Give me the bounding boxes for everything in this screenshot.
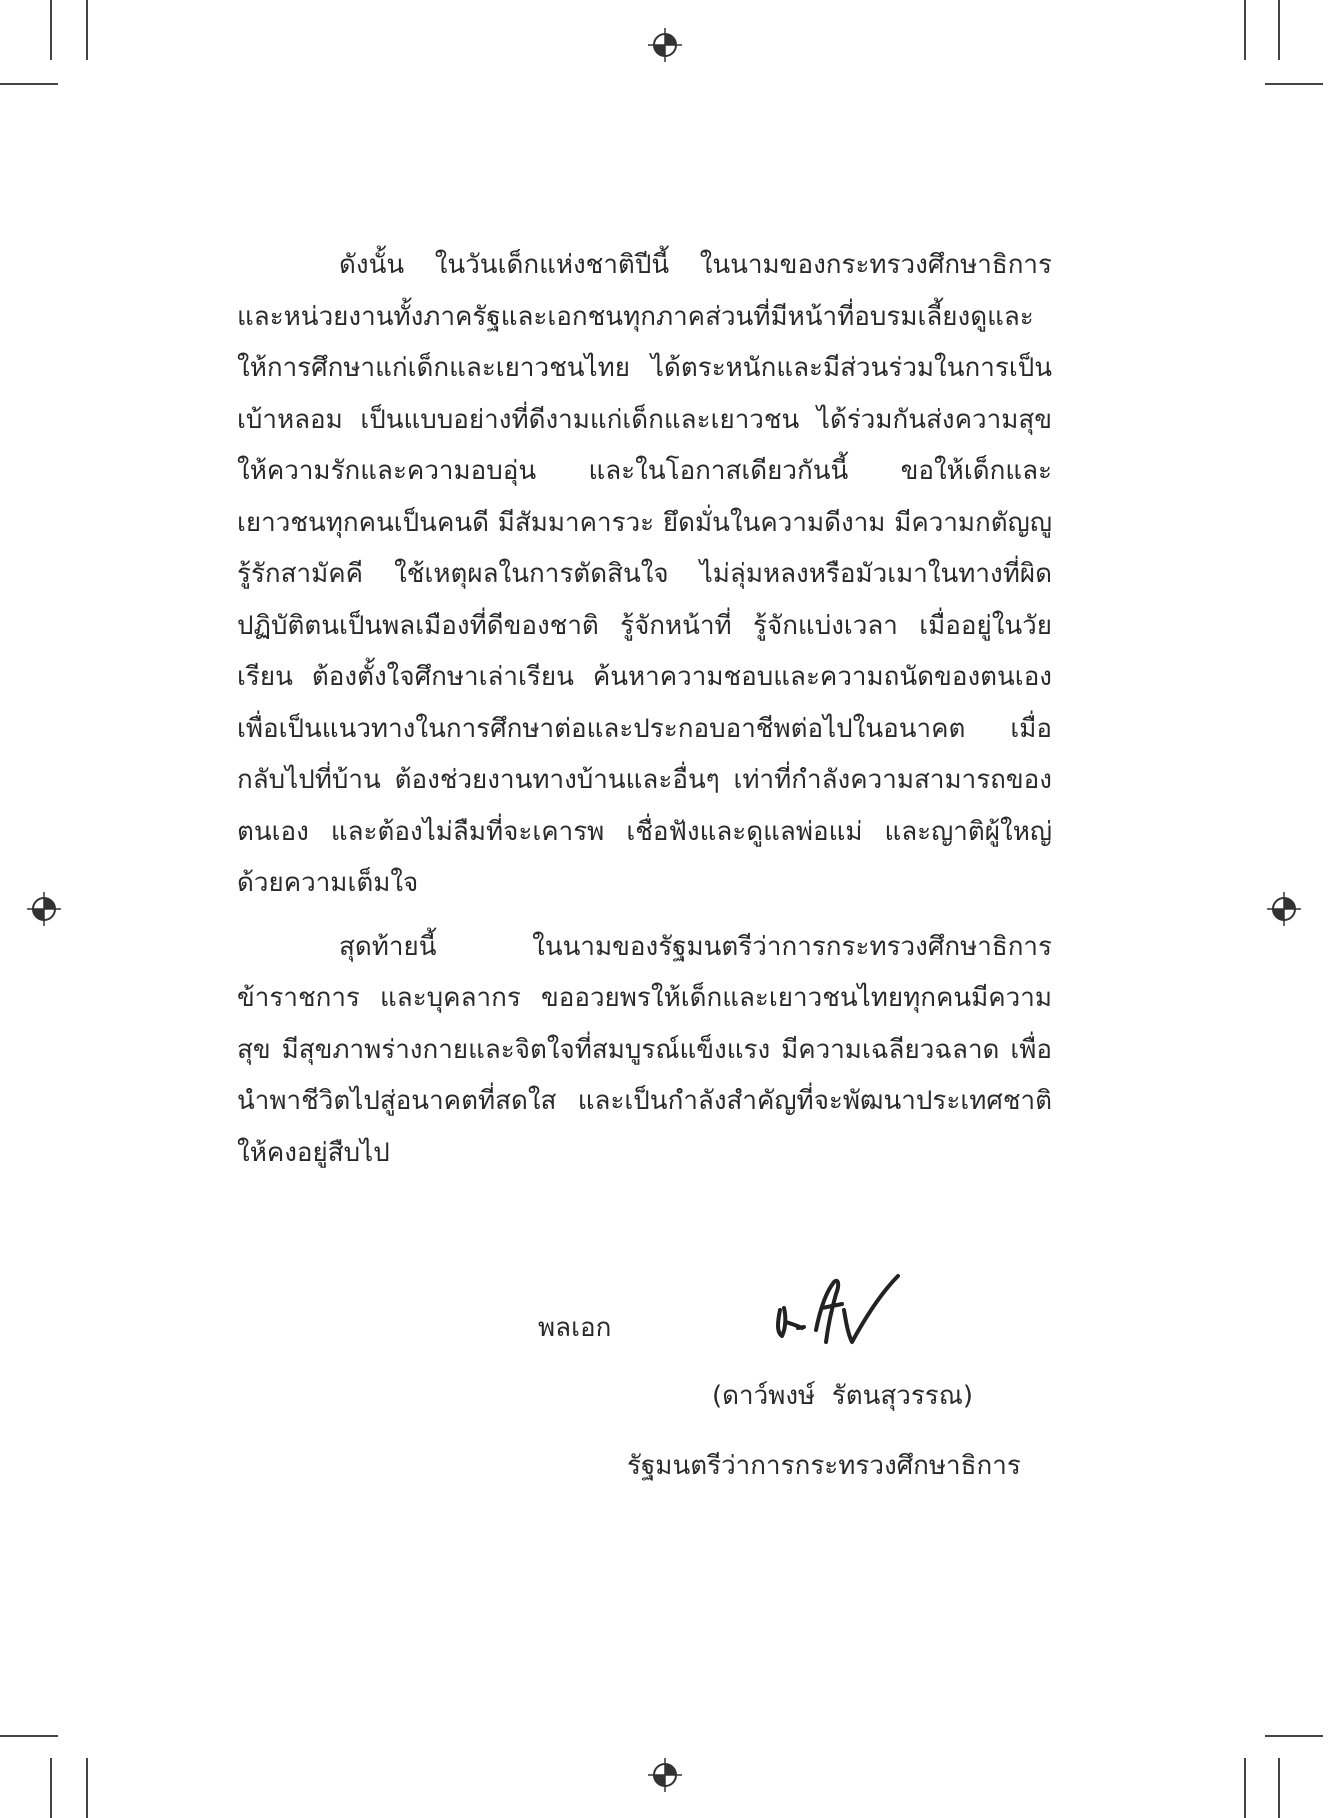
paragraph-text: สุดท้ายนี้ ในนามของรัฐมนตรีว่าการกระทรวงศึกษาธิการ ข้าราชการ และบุคลากร ขออวยพรให้เด็กและเยาวชนไทยทุกคนมีความสุข มีสุขภาพร่างกายและจิตใจที่สมบูรณ์แข็งแรง มีความเฉลียวฉลาด เพื่อนำพาชีวิตไปสู่อนาคตที่สดใส และเป็นกำลังสำคัญที่จะพัฒนาประเทศชาติให้คงอยู่สืบไป [237, 931, 1052, 1168]
crop-mark [0, 83, 58, 85]
crop-mark [1265, 83, 1323, 85]
paragraph [237, 922, 1052, 1180]
registration-mark-icon [27, 892, 61, 926]
crop-mark [1265, 1735, 1323, 1737]
registration-mark-icon [1267, 892, 1301, 926]
crop-mark [86, 1758, 88, 1818]
paragraph [237, 240, 1052, 910]
crop-mark [1278, 1758, 1280, 1818]
registration-mark-icon [648, 1758, 682, 1792]
crop-mark [50, 0, 52, 60]
crop-mark [0, 1735, 58, 1737]
signatory-name: (ดาว์พงษ์ รัตนสุวรรณ) [712, 1381, 974, 1411]
signatory-title: รัฐมนตรีว่าการกระทรวงศึกษาธิการ [627, 1451, 1021, 1481]
paragraph-text: ดังนั้น ในวันเด็กแห่งชาติปีนี้ ในนามของกระทรวงศึกษาธิการและหน่วยงานทั้งภาครัฐและเอกชนทุกภาคส่วนที่มีหน้าที่อบรมเลี้ยงดูและให้การศึกษาแก่เด็กและเยาวชนไทย ได้ตระหนักและมีส่วนร่วมในการเป็นเบ้าหลอม เป็นแบบอย่างที่ดีงามแก่เด็กและเยาวชน ได้ร่วมกันส่งความสุข ให้ความรักและความอบอุ่น และในโอกาสเดียวกันนี้ ขอให้เด็กและเยาวชนทุกคนเป็นคนดี มีสัมมาคารวะ ยึดมั่นในความดีงาม มีความกตัญญู รู้รักสามัคคี ใช้เหตุผลในการตัดสินใจ ไม่ลุ่มหลงหรือมัวเมาในทางที่ผิด ปฏิบัติตนเป็นพลเมืองที่ดีของชาติ รู้จักหน้าที่ รู้จักแบ่งเวลา เมื่ออยู่ในวัยเรียน ต้องตั้งใจศึกษาเล่าเรียน ค้นหาความชอบและความถนัดของตนเอง เพื่อเป็นแนวทางในการศึกษาต่อและประกอบอาชีพต่อไปในอนาคต เมื่อกลับไปที่บ้าน ต้องช่วยงานทางบ้านและอื่นๆ เท่าที่กำลังความสามารถของตนเอง และต้องไม่ลืมที่จะเคารพ เชื่อฟังและดูแลพ่อแม่ และญาติผู้ใหญ่ด้วยความเต็มใจ [237, 250, 1052, 898]
handwritten-signature [768, 1270, 908, 1350]
letter-body [237, 240, 1052, 1179]
crop-mark [1278, 0, 1280, 60]
registration-mark-icon [648, 28, 682, 62]
crop-mark [1244, 1758, 1246, 1818]
crop-mark [86, 0, 88, 60]
crop-mark [1244, 0, 1246, 60]
crop-mark [50, 1758, 52, 1818]
signatory-rank: พลเอก [538, 1313, 612, 1343]
